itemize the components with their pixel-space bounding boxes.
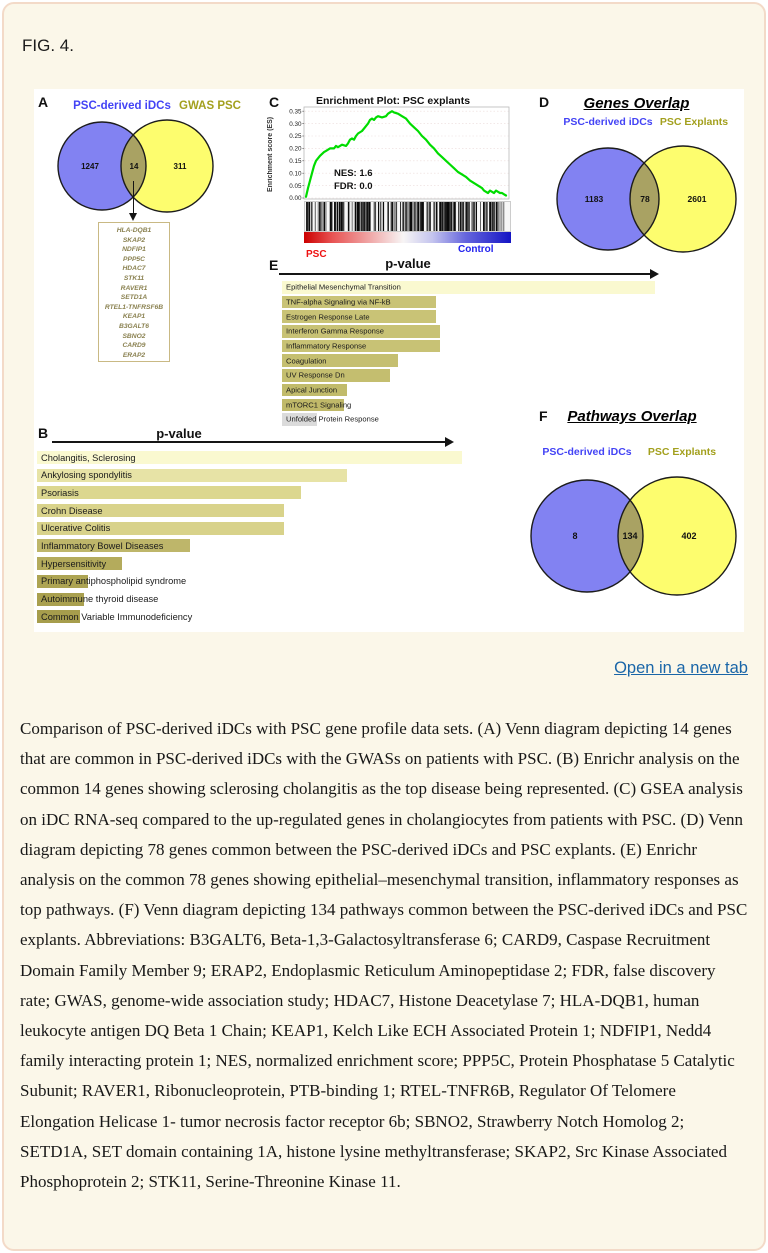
y-axis-tick: 0.25 (289, 133, 302, 141)
figure-image[interactable] (34, 89, 744, 632)
bar-row (282, 384, 667, 397)
gene-name: STK11 (123, 274, 145, 282)
bar-row (282, 325, 667, 338)
bar-label: Autoimmune thyroid disease (41, 594, 159, 604)
gene-name: PPP5C (123, 255, 145, 263)
bar-label: Primary antiphospholipid syndrome (41, 576, 187, 587)
bar-row (37, 593, 462, 606)
gene-name: HDAC7 (122, 265, 146, 273)
y-axis-tick: 0.35 (289, 108, 302, 116)
bar-row (37, 557, 462, 570)
gene-name: CARD9 (122, 342, 146, 350)
gene-name: RTEL1-TNFRSF6B (104, 303, 164, 311)
panel-label-c: C (269, 94, 280, 110)
y-axis-tick: 0.20 (289, 145, 302, 153)
bar-label: Interferon Gamma Response (286, 326, 384, 336)
gene-name: KEAP1 (122, 313, 146, 321)
group-label-psc: PSC (306, 249, 327, 260)
nes-fdr-annotation (334, 167, 373, 193)
bar-row (37, 486, 462, 499)
venn-f-right-title: PSC Explants (647, 446, 717, 458)
venn-a-overlap-count: 14 (129, 162, 139, 171)
bar-label: Estrogen Response Late (286, 312, 370, 322)
venn-f-left-title: PSC-derived iDCs (542, 446, 632, 458)
gene-name: B3GALT6 (119, 322, 149, 330)
bar-label: Unfolded Protein Response (286, 414, 379, 424)
bar-label: Psoriasis (41, 487, 79, 498)
y-axis-tick: 0.10 (289, 170, 302, 178)
gene-hit-barcode (304, 201, 511, 232)
venn-a-left-count: 1247 (81, 162, 99, 171)
overlap-gene-list (98, 222, 170, 362)
bar-row (282, 340, 667, 353)
bar-label: Hypersensitivity (41, 558, 107, 569)
y-axis-tick: 0.15 (289, 158, 302, 165)
disease-bar-chart (37, 451, 462, 623)
y-axis-tick: 0.05 (289, 182, 302, 190)
bar-label: Ankylosing spondylitis (41, 470, 132, 481)
gene-name: RAVER1 (120, 284, 148, 292)
gene-name: SBNO2 (122, 332, 146, 340)
figure-label: FIG. 4. (22, 36, 74, 55)
fdr-value: FDR: 0.0 (334, 181, 373, 192)
gene-name: SKAP2 (122, 236, 146, 244)
venn-diagram-d (549, 127, 749, 272)
bar-row (282, 281, 667, 294)
panel-e-axis-title: p-value (385, 256, 431, 271)
arrow-down-icon (133, 181, 135, 214)
venn-d-right-title: PSC Explants (659, 116, 729, 128)
bar-label: Coagulation (286, 356, 327, 366)
bar-label: Cholangitis, Sclerosing (41, 452, 136, 463)
venn-d-overlap-count: 78 (640, 194, 650, 204)
bar-row (37, 610, 462, 623)
panel-label-f: F (539, 408, 548, 424)
bar-row (282, 369, 667, 382)
pathway-bar-chart (282, 281, 667, 426)
venn-d-left-count: 1183 (584, 194, 604, 204)
panel-label-b: B (38, 425, 49, 441)
venn-f-overlap-count: 134 (622, 531, 638, 541)
bar-row (37, 504, 462, 517)
enrichment-y-axis-label: Enrichment score (ES) (267, 116, 274, 192)
bar-label: mTORC1 Signaling (286, 400, 352, 410)
gene-name: NDFIP1 (122, 246, 146, 254)
genes-overlap-title: Genes Overlap (583, 95, 690, 112)
figure-caption: Comparison of PSC-derived iDCs with PSC gene profile data sets. (A) Venn diagram depicting 14 genes that are common in PSC-derived iDCs with the GWASs on patients with PSC. (B) Enrichr analysis on the common 14 genes showing sclerosing cholangitis as the top disease being represented. (C) GSEA analysis on iDC RNA-seq compared to the up-regulated genes in cholangiocytes from patients with PSC. (D) Venn diagram depicting 78 genes common between the PSC-derived iDCs and PSC explants. (E) Enrichr analysis on the common 78 genes showing epithelial–mesenchymal transition, inflammatory responses as top pathways. (F) Venn diagram depicting 134 pathways common between the PSC-derived iDCs and PSC explants. Abbreviations: B3GALT6, Beta-1,3-Galactosyltransferase 6; CARD9, Caspase Recruitment Domain Family Member 9; ERAP2, Endoplasmic Reticulum Aminopeptidase 2; FDR, false discovery rate; GWAS, genome-wide association study; HDAC7, Histone Deacetylase 7; HLA-DQB1, human leukocyte antigen DQ Beta 1 Chain; KEAP1, Kelch Like ECH Associated Protein 1; NDFIP1, Nedd4 family interacting protein 1; NES, normalized enrichment score; PPP5C, Protein Phosphatase 5 Catalytic Subunit; RAVER1, Ribonucleoprotein, PTB-binding 1; RTEL-TNFR6B, Regulator Of Telomere Elongation Helicase 1- tumor necrosis factor receptor 6b; SBNO2, Strawberry Notch Homolog 2; SETD1A, SET domain containing 1A, histone lysine methyltransferase; SKAP2, Src Kinase Associated Phosphoprotein 2; STK11, Serine-Threonine Kinase 11. (20, 719, 748, 1192)
bar-row (282, 354, 667, 367)
panel-label-e: E (269, 257, 279, 273)
gene-name: SETD1A (120, 294, 148, 302)
arrow-right-icon (279, 273, 657, 275)
venn-a-right-title: GWAS PSC (179, 100, 241, 112)
bar-row (37, 451, 462, 464)
panel-label-a: A (38, 94, 49, 110)
gene-name: HLA-DQB1 (116, 227, 152, 234)
arrow-right-icon (52, 441, 452, 443)
venn-f-left-count: 8 (572, 531, 578, 541)
bar-row (37, 539, 462, 552)
venn-diagram-f (529, 451, 749, 621)
group-label-control: Control (458, 244, 494, 255)
panel-label-d: D (539, 94, 550, 110)
bar-row (37, 522, 462, 535)
venn-d-right-count: 2601 (687, 194, 707, 204)
venn-f-right-count: 402 (681, 531, 697, 541)
bar-label: Apical Junction (286, 385, 338, 395)
bar-row (282, 310, 667, 323)
nes-value: NES: 1.6 (334, 168, 373, 179)
enrichment-score-plot (281, 105, 511, 201)
bar-row (37, 575, 462, 588)
bar-row (282, 296, 667, 309)
bar-label: Inflammatory Bowel Diseases (41, 540, 164, 551)
venn-a-left-title: PSC-derived iDCs (73, 100, 171, 112)
bar-label: TNF-alpha Signaling via NF-kB (286, 297, 391, 307)
bar-label: Inflammatory Response (286, 341, 367, 351)
figure-card (2, 2, 766, 1251)
panel-b-axis-title: p-value (156, 426, 202, 441)
bar-label: Epithelial Mesenchymal Transition (286, 282, 401, 292)
bar-label: Common Variable Immunodeficiency (41, 611, 193, 622)
y-axis-tick: 0.30 (289, 120, 302, 128)
pathways-overlap-title: Pathways Overlap (567, 408, 697, 425)
bar-label: UV Response Dn (286, 370, 345, 380)
y-axis-tick: 0.00 (289, 195, 302, 201)
bar-row (37, 469, 462, 482)
venn-diagram-a (54, 111, 224, 223)
gene-name: ERAP2 (122, 351, 146, 359)
phenotype-gradient-bar (304, 232, 511, 243)
venn-d-left-title: PSC-derived iDCs (563, 116, 653, 128)
venn-a-right-count: 311 (173, 162, 187, 171)
enrichment-plot-title: Enrichment Plot: PSC explants (316, 95, 471, 107)
bar-label: Ulcerative Colitis (41, 523, 111, 534)
open-in-new-tab-link[interactable]: Open in a new tab (614, 659, 748, 677)
bar-label: Crohn Disease (41, 505, 103, 516)
